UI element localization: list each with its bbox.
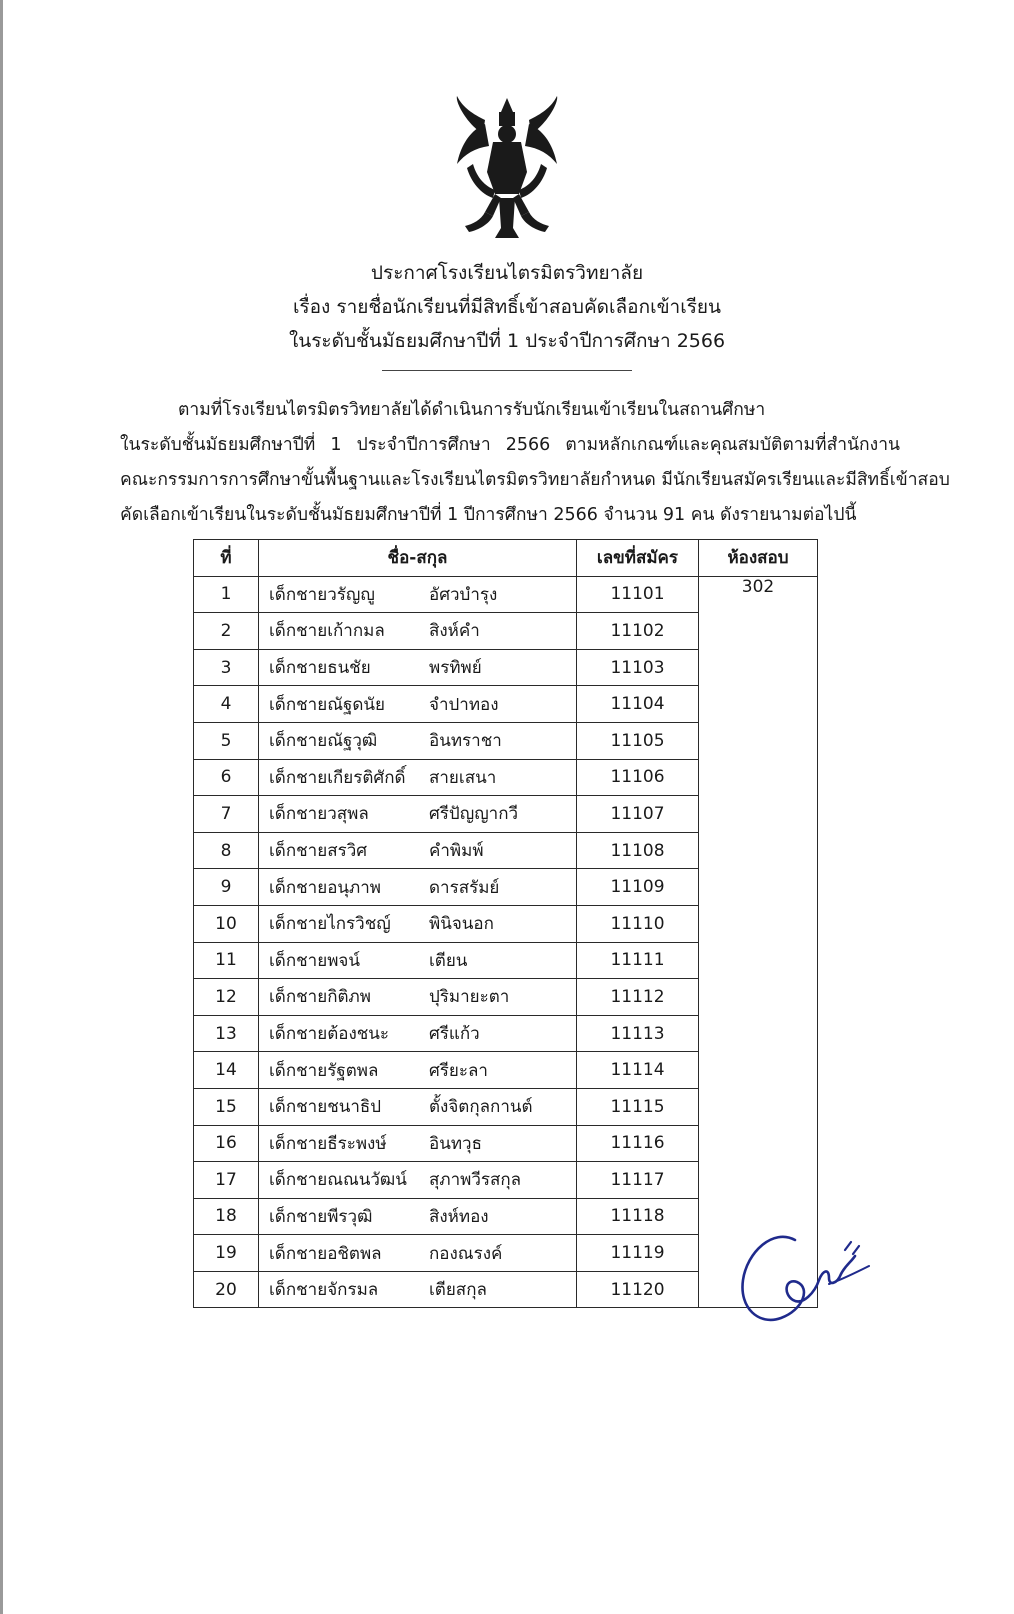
body-paragraph-line-3: คณะกรรมการการศึกษาขั้นพื้นฐานและโรงเรียนไตรมิตรวิทยาลัยกำหนด มีนักเรียนสมัครเรียนและมีสิทธิ์เข้าสอบ	[120, 470, 950, 490]
student-first-name: เด็กชายอนุภาพ	[269, 877, 381, 898]
student-last-name: สิงห์ทอง	[429, 1206, 489, 1227]
row-number: 18	[194, 1198, 259, 1235]
row-number: 4	[194, 686, 259, 723]
application-number: 11115	[577, 1088, 699, 1125]
student-first-name: เด็กชายณัฐวุฒิ	[269, 731, 378, 752]
application-number: 11105	[577, 722, 699, 759]
application-number: 11119	[577, 1235, 699, 1272]
exam-room: 302	[699, 576, 818, 1308]
header-exam-room: ห้องสอบ	[699, 540, 818, 577]
student-last-name: ศรีแก้ว	[429, 1024, 480, 1045]
student-name	[259, 1162, 577, 1199]
header-application-number: เลขที่สมัคร	[577, 540, 699, 577]
row-number: 11	[194, 942, 259, 979]
application-number: 11117	[577, 1162, 699, 1199]
student-first-name: เด็กชายวรัญญู	[269, 584, 375, 605]
application-number: 11108	[577, 832, 699, 869]
row-number: 10	[194, 905, 259, 942]
student-last-name: กองณรงค์	[429, 1243, 503, 1264]
row-number: 15	[194, 1088, 259, 1125]
student-name	[259, 905, 577, 942]
student-name	[259, 796, 577, 833]
application-number: 11118	[577, 1198, 699, 1235]
student-last-name: อัศวบำรุง	[429, 584, 498, 605]
row-number: 7	[194, 796, 259, 833]
student-name	[259, 1125, 577, 1162]
application-number: 11112	[577, 979, 699, 1016]
garuda-emblem-icon	[447, 94, 567, 242]
student-last-name: สุภาพวีรสกุล	[429, 1170, 522, 1191]
student-first-name: เด็กชายณณนวัฒน์	[269, 1170, 407, 1191]
row-number: 3	[194, 649, 259, 686]
student-name	[259, 942, 577, 979]
student-name	[259, 576, 577, 613]
header-number: ที่	[194, 540, 259, 577]
application-number: 11120	[577, 1271, 699, 1308]
student-name	[259, 1235, 577, 1272]
student-first-name: เด็กชายกิติภพ	[269, 987, 371, 1008]
student-last-name: คำพิมพ์	[429, 841, 484, 862]
table-header-row	[194, 540, 818, 577]
row-number: 9	[194, 869, 259, 906]
application-number: 11111	[577, 942, 699, 979]
scan-edge-line	[0, 0, 3, 1614]
student-name	[259, 869, 577, 906]
row-number: 1	[194, 576, 259, 613]
student-first-name: เด็กชายเก้ากมล	[269, 621, 385, 642]
row-number: 14	[194, 1052, 259, 1089]
student-last-name: อินทวุธ	[429, 1133, 482, 1154]
application-number: 11110	[577, 905, 699, 942]
application-number: 11107	[577, 796, 699, 833]
body-paragraph-line-1: ตามที่โรงเรียนไตรมิตรวิทยาลัยได้ดำเนินการรับนักเรียนเข้าเรียนในสถานศึกษา	[178, 400, 766, 420]
body-paragraph-line-4: คัดเลือกเข้าเรียนในระดับชั้นมัธยมศึกษาปีที่ 1 ปีการศึกษา 2566 จำนวน 91 คน ดังรายนามต่อไปนี้	[120, 505, 857, 525]
student-name	[259, 832, 577, 869]
student-name	[259, 759, 577, 796]
student-first-name: เด็กชายณัฐดนัย	[269, 694, 385, 715]
student-last-name: ปุริมายะตา	[429, 987, 510, 1008]
student-name	[259, 1015, 577, 1052]
student-first-name: เด็กชายสรวิศ	[269, 841, 368, 862]
student-last-name: ดารสรัมย์	[429, 877, 500, 898]
application-number: 11114	[577, 1052, 699, 1089]
student-last-name: ศรีปัญญากวี	[429, 804, 519, 825]
header-name: ชื่อ-สกุล	[259, 540, 577, 577]
body-paragraph-line-2: ในระดับชั้นมัธยมศึกษาปีที่ 1 ประจำปีการศึกษา 2566 ตามหลักเกณฑ์และคุณสมบัติตามที่สำนักงาน	[120, 435, 900, 455]
handwritten-signature-icon	[733, 1222, 873, 1332]
student-last-name: พรทิพย์	[429, 658, 482, 679]
student-name	[259, 686, 577, 723]
row-number: 13	[194, 1015, 259, 1052]
student-last-name: ตั้งจิตกุลกานต์	[429, 1097, 533, 1118]
row-number: 16	[194, 1125, 259, 1162]
row-number: 8	[194, 832, 259, 869]
student-name	[259, 649, 577, 686]
application-number: 11109	[577, 869, 699, 906]
row-number: 19	[194, 1235, 259, 1272]
student-first-name: เด็กชายพจน์	[269, 950, 360, 971]
student-first-name: เด็กชายชนาธิป	[269, 1097, 382, 1118]
title-divider	[382, 370, 632, 371]
application-number: 11103	[577, 649, 699, 686]
student-name	[259, 1052, 577, 1089]
row-number: 2	[194, 613, 259, 650]
student-first-name: เด็กชายธนชัย	[269, 658, 371, 679]
application-number: 11116	[577, 1125, 699, 1162]
student-first-name: เด็กชายไกรวิชญ์	[269, 914, 391, 935]
student-name	[259, 1198, 577, 1235]
student-name	[259, 1088, 577, 1125]
student-first-name: เด็กชายอชิตพล	[269, 1243, 382, 1264]
row-number: 20	[194, 1271, 259, 1308]
row-number: 6	[194, 759, 259, 796]
row-number: 5	[194, 722, 259, 759]
student-last-name: พินิจนอก	[429, 914, 494, 935]
student-last-name: เตียน	[429, 950, 468, 971]
student-name	[259, 613, 577, 650]
student-first-name: เด็กชายเกียรติศักดิ์	[269, 767, 406, 788]
row-number: 17	[194, 1162, 259, 1199]
student-first-name: เด็กชายวสุพล	[269, 804, 369, 825]
student-last-name: เตียสกุล	[429, 1280, 487, 1301]
student-roster-table	[193, 539, 818, 1308]
student-last-name: จำปาทอง	[429, 694, 499, 715]
student-last-name: อินทราชา	[429, 731, 502, 752]
student-first-name: เด็กชายพีรวุฒิ	[269, 1206, 373, 1227]
application-number: 11101	[577, 576, 699, 613]
announcement-level: ในระดับชั้นมัธยมศึกษาปีที่ 1 ประจำปีการศึกษา 2566	[288, 330, 726, 352]
student-first-name: เด็กชายจักรมล	[269, 1280, 379, 1301]
student-name	[259, 1271, 577, 1308]
table-row	[194, 576, 818, 613]
student-name	[259, 979, 577, 1016]
student-last-name: สายเสนา	[429, 767, 497, 788]
application-number: 11113	[577, 1015, 699, 1052]
announcement-title: ประกาศโรงเรียนไตรมิตรวิทยาลัย	[370, 262, 644, 284]
student-first-name: เด็กชายต้องชนะ	[269, 1024, 390, 1045]
student-last-name: ศรียะลา	[429, 1060, 488, 1081]
announcement-subject: เรื่อง รายชื่อนักเรียนที่มีสิทธิ์เข้าสอบคัดเลือกเข้าเรียน	[292, 296, 722, 318]
student-first-name: เด็กชายธีระพงษ์	[269, 1133, 387, 1154]
student-name	[259, 722, 577, 759]
application-number: 11106	[577, 759, 699, 796]
student-last-name: สิงห์คำ	[429, 621, 480, 642]
application-number: 11102	[577, 613, 699, 650]
row-number: 12	[194, 979, 259, 1016]
student-first-name: เด็กชายรัฐตพล	[269, 1060, 379, 1081]
application-number: 11104	[577, 686, 699, 723]
